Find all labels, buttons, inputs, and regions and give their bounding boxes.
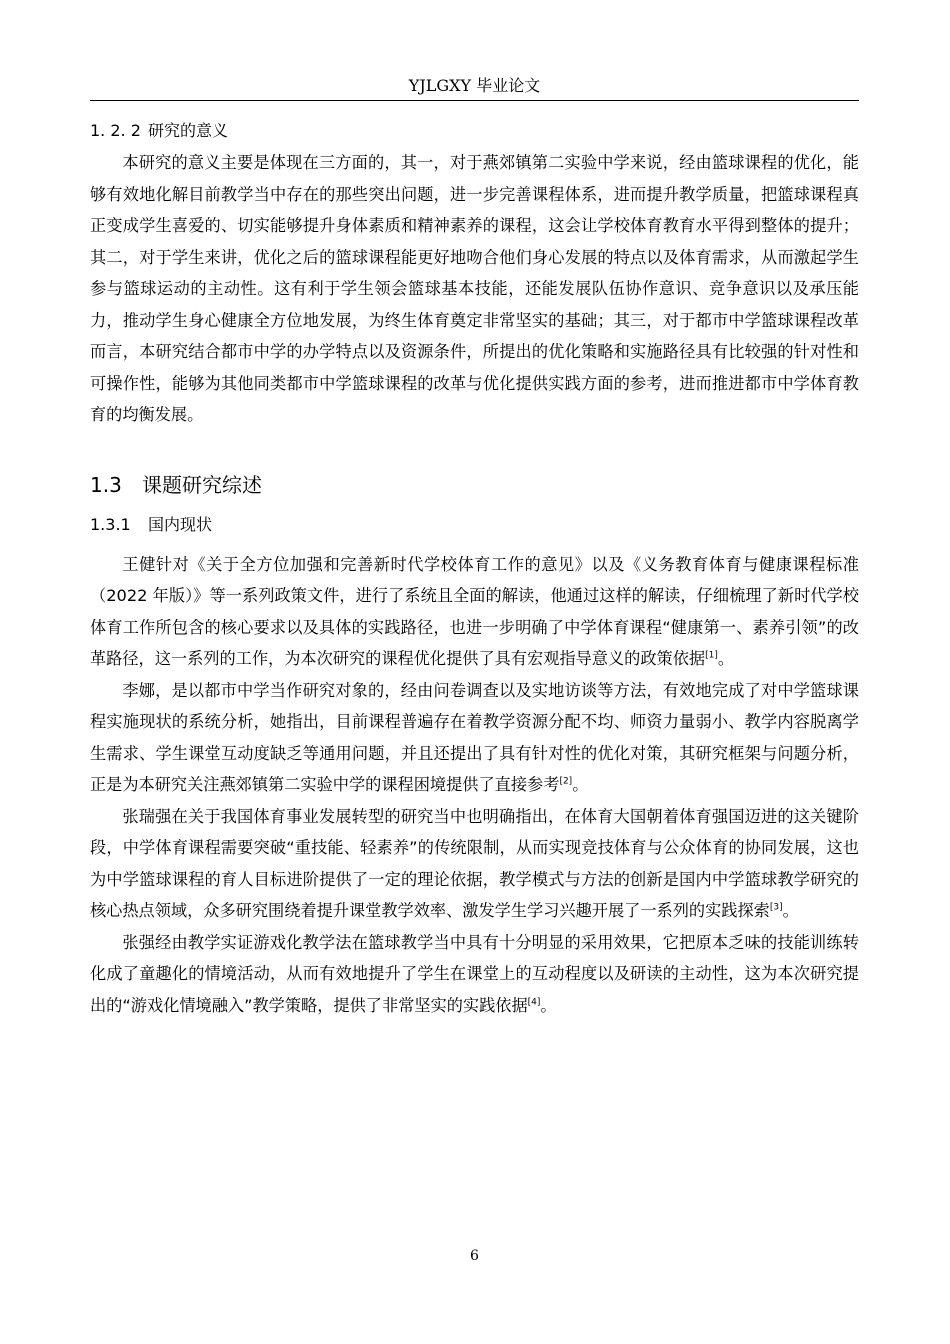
header-title: YJLGXY 毕业论文	[408, 76, 541, 95]
citation-ref: [3]	[769, 902, 783, 913]
heading-1-3	[90, 469, 859, 501]
paragraph-end: 。	[572, 775, 589, 794]
heading-title: 研究的意义	[148, 121, 229, 140]
paragraph-review-1	[90, 549, 859, 675]
page-footer	[90, 1246, 859, 1266]
paragraph-text: 张瑞强在关于我国体育事业发展转型的研究当中也明确指出，在体育大国朝着体育强国迈进的这关键阶段，中学体育课程需要突破“重技能、轻素养”的传统限制，从而实现竞技体育与公众体育的协同发展，这也为中学篮球课程的育人目标进阶提供了一定的理论依据，教学模式与方法的创新是国内中学篮球教学研究的核心热点领域，众多研究围绕着提升课堂教学效率、激发学生学习兴趣开展了一系列的实践探索	[90, 806, 859, 920]
heading-title: 国内现状	[148, 514, 213, 534]
paragraph-review-2	[90, 675, 859, 801]
header-rule	[90, 100, 859, 101]
heading-number: 1.3.1	[90, 514, 131, 534]
heading-title: 课题研究综述	[142, 472, 262, 497]
citation-ref: [2]	[559, 776, 573, 787]
page-number: 6	[470, 1248, 479, 1264]
citation-ref: [4]	[527, 997, 541, 1008]
paragraph-end: 。	[717, 649, 735, 668]
page-header	[90, 74, 859, 98]
page-content	[90, 115, 859, 1021]
heading-1-2-2	[90, 115, 859, 147]
paragraph-significance: 本研究的意义主要是体现在三方面的，其一，对于燕郊镇第二实验中学来说，经由篮球课程的优化，能够有效地化解目前教学当中存在的那些突出问题，进一步完善课程体系，进而提升教学质量，把篮球课程真正变成学生喜爱的、切实能够提升身体素质和精神素养的课程，这会让学校体育教育水平得到整体的提升；其二，对于学生来讲，优化之后的篮球课程能更好地吻合他们身心发展的特点以及体育需求，从而激起学生参与篮球运动的主动性。这有利于学生领会篮球基本技能，还能发展队伍协作意识、竞争意识以及承压能力，推动学生身心健康全方位地发展，为终生体育奠定非常坚实的基础；其三，对于都市中学篮球课程改革而言，本研究结合都市中学的办学特点以及资源条件，所提出的优化策略和实施路径具有比较强的针对性和可操作性，能够为其他同类都市中学篮球课程的改革与优化提供实践方面的参考，进而推进都市中学体育教育的均衡发展。	[90, 153, 859, 424]
paragraph-text: 李娜，是以都市中学当作研究对象的，经由问卷调查以及实地访谈等方法，有效地完成了对中学篮球课程实施现状的系统分析，她指出，目前课程普遍存在着教学资源分配不均、师资力量弱小、教学内容脱离学生需求、学生课堂互动度缺乏等通用问题，并且还提出了具有针对性的优化对策，其研究框架与问题分析，正是为本研究关注燕郊镇第二实验中学的课程困境提供了直接参考	[90, 680, 859, 794]
heading-number: 1.3	[90, 472, 122, 497]
citation-ref: [1]	[705, 650, 718, 661]
heading-1-3-1	[90, 509, 859, 541]
paragraph-text: 张强经由教学实证游戏化教学法在篮球教学当中具有十分明显的采用效果，它把原本乏味的技能训练转化成了童趣化的情境活动，从而有效地提升了学生在课堂上的互动程度以及研读的主动性，这为本次研究提出的“游戏化情境融入”教学策略，提供了非常坚实的实践依据	[90, 932, 859, 1015]
paragraph-text: 王健针对《关于全方位加强和完善新时代学校体育工作的意见》以及《义务教育体育与健康课程标准（2022 年版）》等一系列政策文件，进行了系统且全面的解读，他通过这样的解读，仔细梳理了新时代学校体育工作所包含的核心要求以及具体的实践路径，也进一步明确了中学体育课程“健康第一、素养引领”的改革路径，这一系列的工作，为本次研究的课程优化提供了具有宏观指导意义的政策依据	[90, 554, 859, 668]
paragraph-review-4	[90, 927, 859, 1022]
paragraph-end: 。	[782, 901, 799, 920]
paragraph-review-3	[90, 801, 859, 927]
heading-number: 1. 2. 2	[90, 121, 141, 140]
paragraph-end: 。	[540, 995, 557, 1015]
